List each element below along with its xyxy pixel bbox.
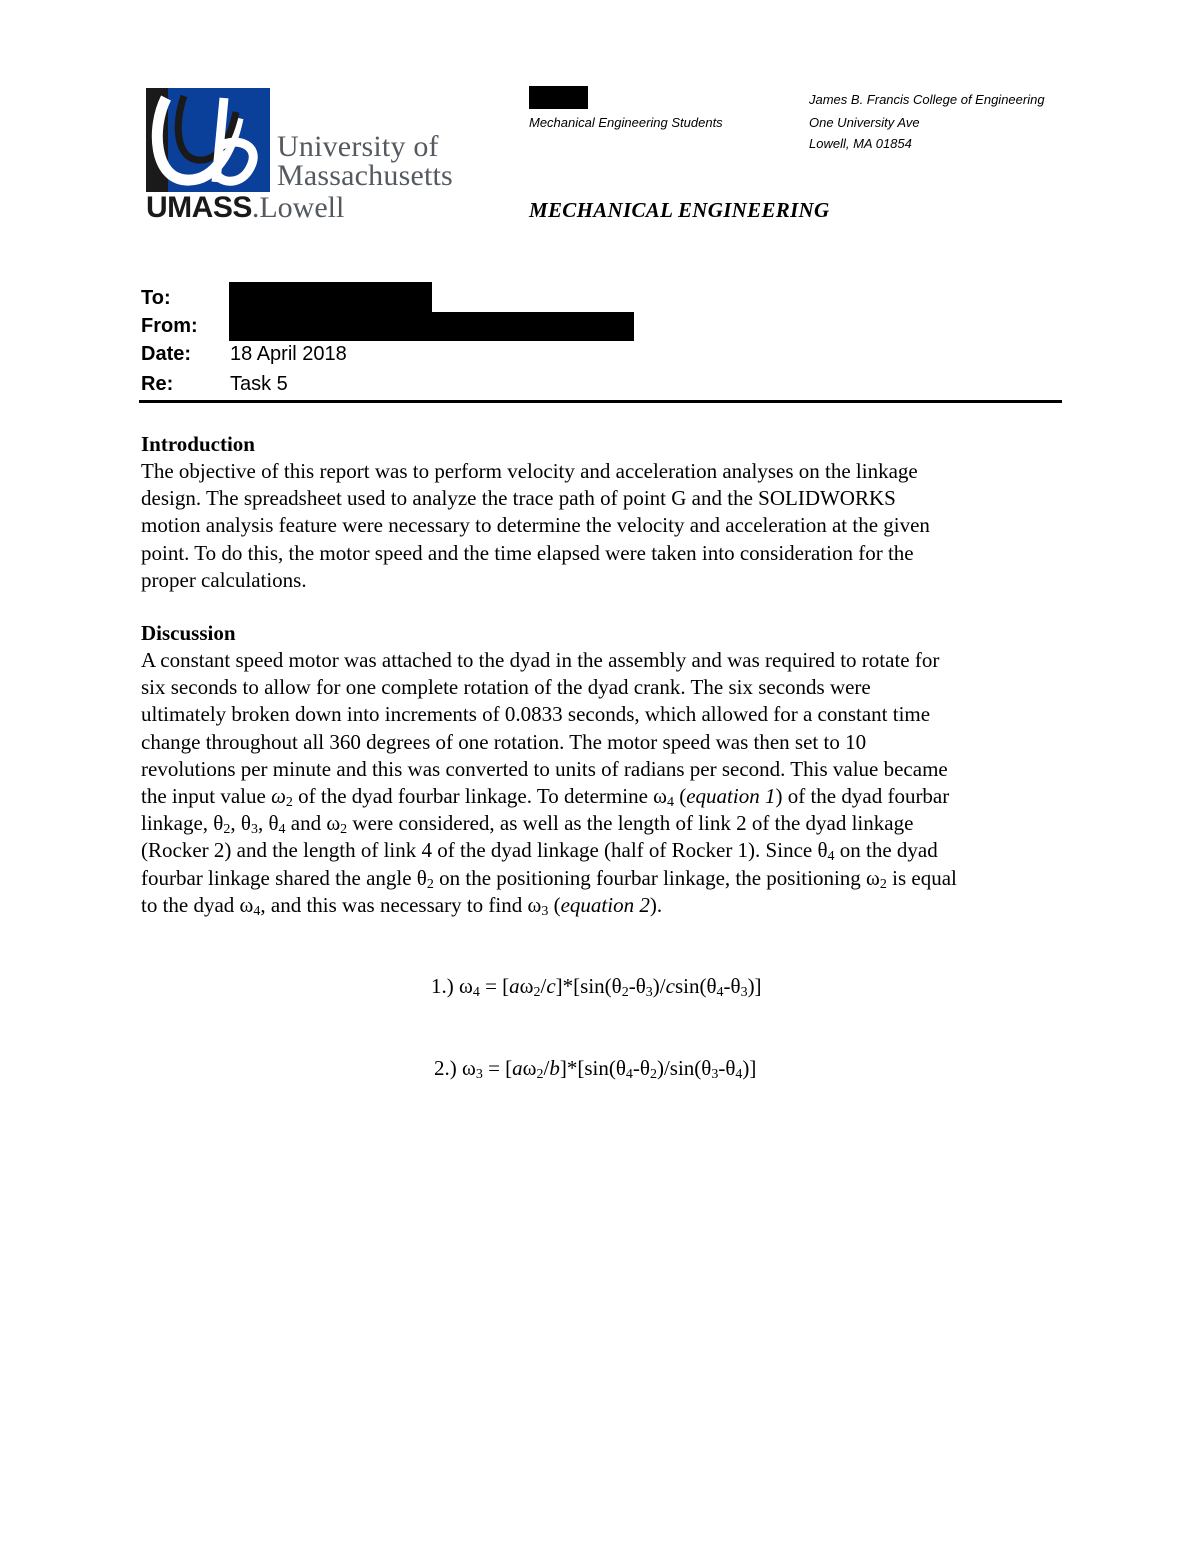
introduction-heading: Introduction bbox=[141, 432, 255, 456]
header-address-line2: Lowell, MA 01854 bbox=[809, 136, 912, 151]
discussion-line: revolutions per minute and this was converted to units of radians per second. This value became bbox=[141, 756, 948, 781]
header-college: James B. Francis College of Engineering bbox=[809, 92, 1045, 107]
umass-lowell-logo bbox=[146, 88, 476, 224]
introduction-line: point. To do this, the motor speed and the time elapsed were taken into consideration for the bbox=[141, 540, 914, 565]
memo-to-label: To: bbox=[141, 287, 171, 309]
memo-re-label: Re: bbox=[141, 373, 174, 395]
redacted-to-value bbox=[229, 282, 432, 313]
memo-date-value: 18 April 2018 bbox=[230, 343, 347, 365]
discussion-line: A constant speed motor was attached to the dyad in the assembly and was required to rotate for bbox=[141, 648, 940, 672]
discussion-line: change throughout all 360 degrees of one rotation. The motor speed was then set to 10 bbox=[141, 729, 867, 754]
introduction-line: The objective of this report was to perform velocity and acceleration analyses on the linkage bbox=[141, 459, 918, 483]
discussion-line: six seconds to allow for one complete rotation of the dyad crank. The six seconds were bbox=[141, 675, 871, 700]
memo-from-label: From: bbox=[141, 315, 198, 337]
memo-re-value: Task 5 bbox=[230, 373, 288, 395]
memo-date-label: Date: bbox=[141, 343, 192, 365]
discussion-line: (Rocker 2) and the length of link 4 of the dyad linkage (half of Rocker 1). Since $\theta_4$ on the dyad bbox=[141, 838, 938, 865]
header-group: Mechanical Engineering Students bbox=[529, 115, 723, 130]
logo-umass-lowell: UMASS.Lowell bbox=[146, 191, 345, 224]
introduction-line: proper calculations. bbox=[141, 567, 307, 592]
equation-2: 2.) $\omega_3 = [a\omega_2/b]*[\sin(\theta_4-\theta_2)/\sin(\theta_3-\theta_4)]$ bbox=[434, 1056, 757, 1082]
discussion-line: to the dyad $\omega_4$, and this was necessary to find $\omega_3$ (equation 2). bbox=[141, 892, 663, 919]
discussion-paragraph bbox=[141, 647, 1066, 919]
discussion-line: linkage, $\theta_2$, $\theta_3$, $\theta_4$ and $\omega_2$ were considered, as well as the length of link 2 of the dyad linkage bbox=[141, 811, 914, 838]
discussion-line: fourbar linkage shared the angle $\theta_2$ on the positioning fourbar linkage, the positioning $\omega_2$ is equal bbox=[141, 865, 957, 892]
department-title: MECHANICAL ENGINEERING bbox=[529, 198, 830, 222]
equation-1: 1.) $\omega_4 = [a\omega_2/c]*[\sin(\theta_2-\theta_3)/csin(\theta_4-\theta_3)]$ bbox=[431, 974, 762, 1000]
redacted-name-bar bbox=[529, 86, 588, 109]
discussion-line: the input value $\omega_2$ of the dyad fourbar linkage. To determine $\omega_4$ (equation 1) of the dyad fourbar bbox=[141, 784, 950, 811]
memo-divider bbox=[139, 400, 1062, 403]
introduction-line: design. The spreadsheet used to analyze the trace path of point G and the SOLIDWORKS bbox=[141, 486, 896, 511]
logo-university-name: University of Massachusetts bbox=[277, 130, 453, 192]
introduction-paragraph bbox=[141, 458, 1066, 594]
introduction-line: motion analysis feature were necessary to determine the velocity and acceleration at the given bbox=[141, 513, 930, 538]
discussion-line: ultimately broken down into increments of 0.0833 seconds, which allowed for a constant time bbox=[141, 702, 931, 727]
umass-u-mark-icon bbox=[146, 88, 270, 192]
header-address-line1: One University Ave bbox=[809, 115, 920, 130]
redacted-from-value bbox=[229, 312, 634, 341]
discussion-heading: Discussion bbox=[141, 621, 236, 645]
